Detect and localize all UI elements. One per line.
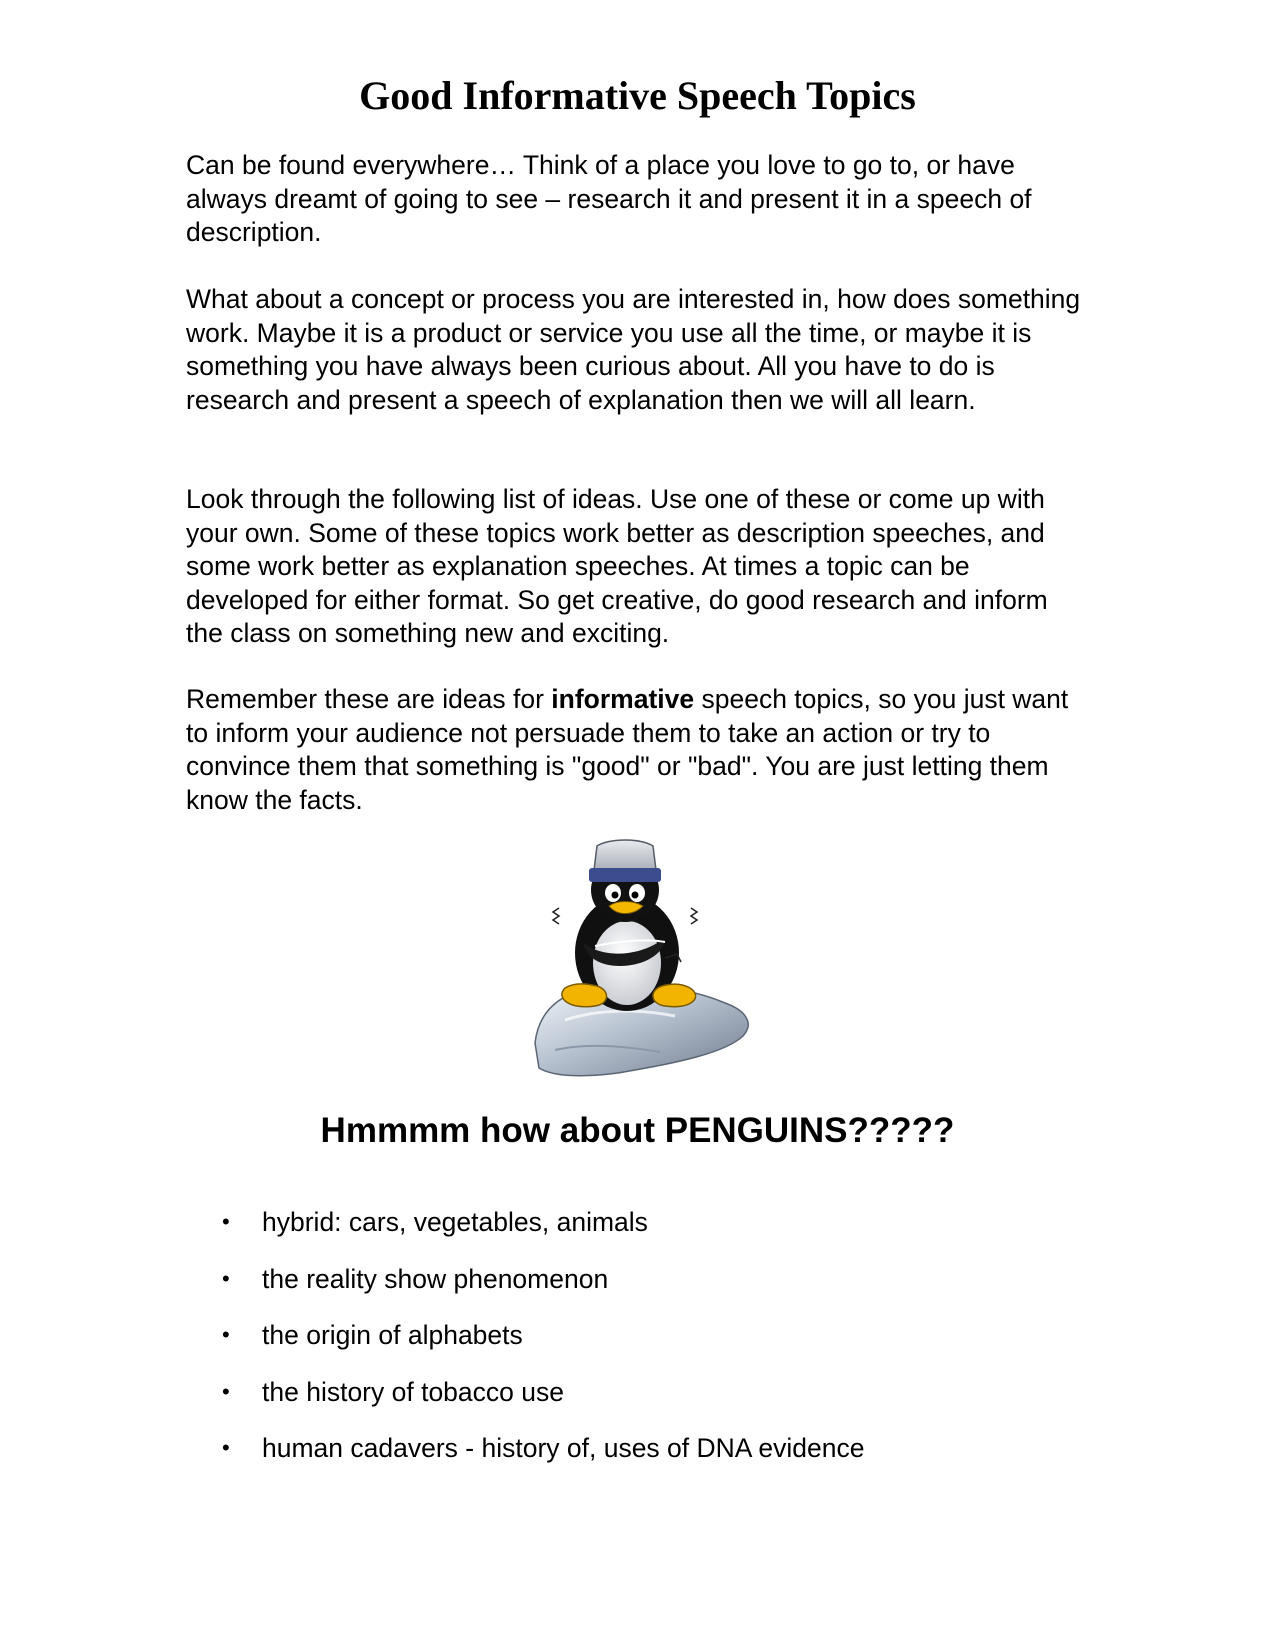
bullet-icon: • [222,1209,230,1234]
reminder-text-start: Remember these are ideas for [186,684,552,714]
penguin-on-ice-icon [525,838,755,1090]
topic-text: the history of tobacco use [262,1376,564,1407]
reminder-emphasis: informative [551,684,695,714]
bullet-icon: • [222,1378,230,1404]
topic-text: the origin of alphabets [262,1320,523,1350]
topic-list [0,1205,1275,1488]
list-item [0,1431,1275,1488]
explanation-paragraph: What about a concept or process you are interested in, how does something work. Maybe it is a product or service you use all the time, or maybe it is something you have always been curious about. All you have to do is research and present a speech of explanation then we will all learn. [186,284,1081,415]
ideas-paragraph: Look through the following list of ideas. Use one of these or come up with your own. Some of these topics work better as description speeches, and some work better as explanation speeches. At times a topic can be developed for either format. So get creative, do good research and inform the class on something new and exciting. [186,484,1048,648]
list-item [0,1205,1275,1262]
intro-paragraph: Can be found everywhere… Think of a place you love to go to, or have always dreamt of going to see – research it and present it in a speech of description. [186,150,1032,247]
list-item [0,1375,1275,1432]
bullet-icon: • [222,1265,230,1291]
reminder-paragraph [186,683,1086,817]
penguin-heading: Hmmmm how about PENGUINS????? [320,1111,955,1150]
list-item [0,1318,1275,1375]
list-item [0,1262,1275,1319]
bullet-icon: • [222,1322,230,1347]
bullet-icon: • [222,1435,230,1460]
reminder-text-end: speech topics, so you just want to inform your audience not persuade them to take an action or try to convince them that something is "good" or "bad". You are just letting them know the facts. [186,684,1069,815]
page-title: Good Informative Speech Topics [359,73,916,118]
topic-text: the reality show phenomenon [262,1263,609,1294]
topic-text: hybrid: cars, vegetables, animals [262,1207,648,1237]
topic-text: human cadavers - history of, uses of DNA evidence [262,1433,865,1463]
